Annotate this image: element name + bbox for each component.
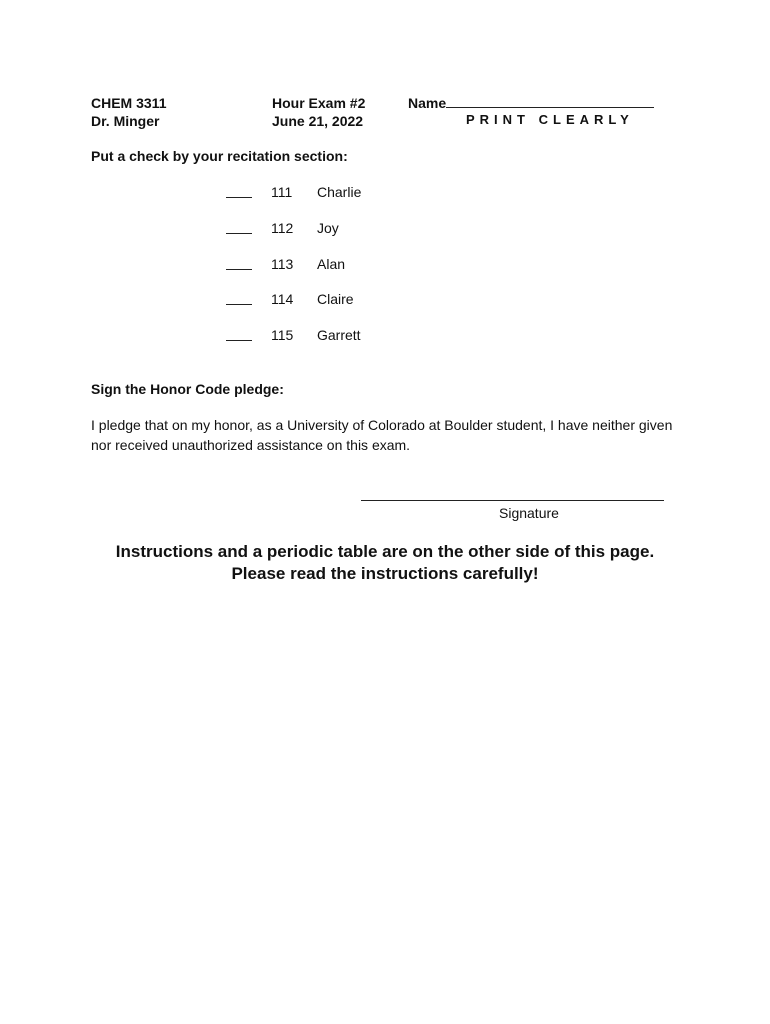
ta-name: Claire (317, 291, 354, 307)
section-number: 111 (271, 184, 293, 200)
signature-label: Signature (499, 505, 559, 521)
recitation-prompt: Put a check by your recitation section: (91, 148, 348, 164)
check-blank[interactable] (226, 197, 252, 198)
ta-name: Joy (317, 220, 339, 236)
instructor-name: Dr. Minger (91, 113, 160, 129)
exam-date: June 21, 2022 (272, 113, 364, 129)
ta-name: Charlie (317, 184, 362, 200)
section-number: 114 (271, 291, 294, 307)
section-number: 115 (271, 327, 294, 343)
honor-code-heading: Sign the Honor Code pledge: (91, 381, 284, 397)
check-blank[interactable] (226, 340, 252, 341)
name-field[interactable] (408, 94, 654, 112)
print-clearly-note: PRINT CLEARLY (466, 112, 634, 127)
course-code: CHEM 3311 (91, 95, 167, 111)
exam-title: Hour Exam #2 (272, 95, 366, 111)
instructions-line-1: Instructions and a periodic table are on the other side of this page. (115, 542, 655, 561)
section-number: 112 (271, 220, 294, 236)
check-blank[interactable] (226, 269, 252, 270)
honor-pledge-text: I pledge that on my honor, as a University of Colorado at Boulder student, I have neither given nor received unauthorized assistance on this exam. (91, 417, 673, 453)
check-blank[interactable] (226, 233, 252, 234)
name-blank-line[interactable] (446, 94, 654, 108)
instructions-line-2: Please read the instructions carefully! (231, 564, 539, 583)
signature-line[interactable] (361, 500, 664, 501)
name-label: Name (408, 95, 447, 111)
ta-name: Alan (317, 256, 346, 272)
check-blank[interactable] (226, 304, 252, 305)
ta-name: Garrett (317, 327, 361, 343)
section-number: 113 (271, 256, 294, 272)
